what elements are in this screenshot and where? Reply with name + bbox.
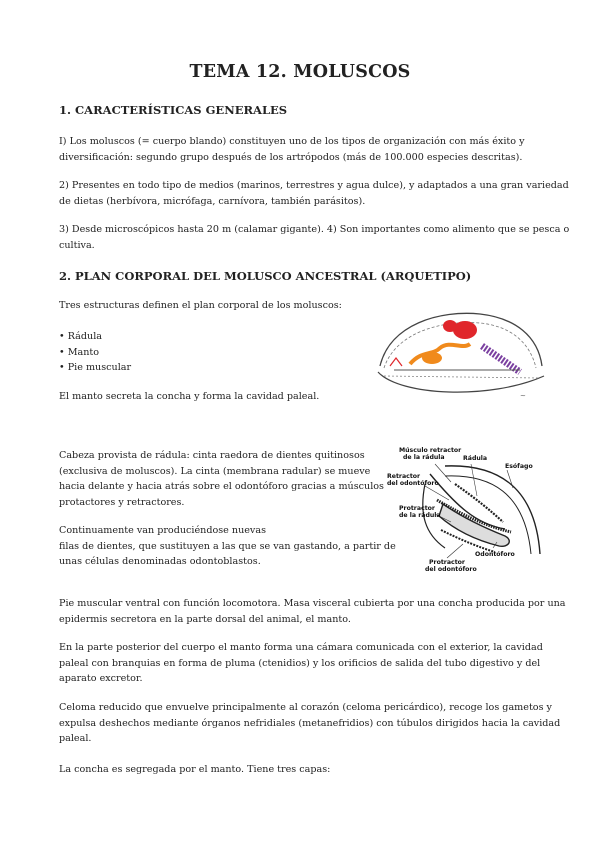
text-line: I) Los moluscos (= cuerpo blando) constituyen uno de los tipos de organización con más éxito y [59,136,525,147]
text-line: En la parte posterior del cuerpo el manto forma una cámara comunicada con el exterior, la cavidad [59,642,543,653]
celoma-paragraph [59,700,560,747]
label-line: Protractor [399,505,435,512]
text-line: Pie muscular ventral con función locomotora. Masa visceral cubierta por una concha producida por una [59,598,566,609]
paragraph-2 [59,178,569,209]
label-protractor-radula [399,505,436,512]
section-2-heading: 2. PLAN CORPORAL DEL MOLUSCO ANCESTRAL (ARQUETIPO) [59,269,472,283]
text-line: protactores y retractores. [59,496,185,508]
text-line: (exclusiva de moluscos). La cinta (membrana radular) se mueve [59,465,371,477]
label-retractor-radula-2 [403,453,445,461]
stomach [422,352,442,364]
text-line: Cabeza provista de rádula: cinta raedora de dientes quitinosos [59,450,365,461]
text-line: Celoma reducido que envuelve principalmente al corazón (celoma pericárdico), recoge los gametos y [59,702,552,713]
gill [482,346,520,372]
label-odontoforo: Odontóforo [475,551,515,558]
label-retractor-radula [399,446,462,454]
label-protractor-odontoforo [429,559,466,566]
section-1-heading: 1. CARACTERÍSTICAS GENERALES [59,103,288,117]
label-line: Músculo retractor [399,447,462,454]
text-line: Continuamente van produciéndose nuevas [59,525,266,536]
list-item: • Manto [59,346,100,358]
odontophore [439,504,509,546]
label-line: Retractor [387,473,421,480]
shell-outline [380,313,542,366]
list-item: • Pie muscular [59,362,132,373]
label-line: de la rádula [399,512,441,519]
label-retractor-odontoforo [387,473,421,480]
cabeza-paragraph [59,448,384,510]
text-line: 3) Desde microscópicos hasta 20 m (calamar gigante). 4) Son importantes como alimento que se pesca o [59,224,570,235]
label-line: del odontóforo [387,480,439,487]
intro-text: Tres estructuras definen el plan corporal de los moluscos: [59,300,342,311]
structures-list [59,329,131,376]
text-line: cultiva. [59,239,95,251]
paragraph-3 [59,222,569,253]
list-item: • Rádula [59,331,102,342]
radula-mark [390,358,402,366]
label-retractor-odontoforo-2 [387,479,439,487]
text-line: expulsa deshechos mediante órganos nefridiales (metanefridios) con túbulos dirigidos hacia la cavidad [59,717,561,729]
label-protractor-odontoforo-2 [425,565,477,573]
label-line: del odontóforo [425,566,477,573]
text-line: hacia delante y hacia atrás sobre el odontóforo gracias a músculos [59,481,384,492]
text-line: filas de dientes, que sustituyen a las que se van gastando, a partir de [59,540,396,552]
heart [453,321,477,339]
text-line: epidermis secretora en la parte dorsal del animal, el manto. [59,613,351,625]
label-protractor-radula-2 [399,511,441,519]
page-title: TEMA 12. MOLUSCOS [189,62,411,82]
text-line: paleal con branquias en forma de pluma (ctenidios) y los orificios de salida del tubo digestivo y del [59,657,541,669]
label-radula: Rádula [463,455,488,462]
label-line: Protractor [429,559,465,566]
gonad [443,320,457,332]
text-line: paleal. [59,733,92,744]
text-line: 2) Presentes en todo tipo de medios (marinos, terrestres y agua dulce), y adaptados a una gran variedad [59,180,569,191]
paragraph-1 [59,134,525,165]
cavidad-paleal-paragraph [59,640,543,687]
svg-text:~: ~ [520,392,526,400]
text-line: aparato excretor. [59,673,143,684]
radula-figure [385,444,555,574]
foot-sole [384,376,540,378]
label-esofago: Esófago [505,463,533,470]
concha-text: La concha es segregada por el manto. Tiene tres capas: [59,764,331,775]
odontoblast-paragraph [59,523,396,570]
mollusc-archetype-figure [370,306,548,404]
label-line: de la rádula [403,454,445,461]
manto-text: El manto secreta la concha y forma la cavidad paleal. [59,391,320,402]
pie-paragraph [59,596,566,627]
text-line: de dietas (herbívora, micrófaga, carnívora, también parásitos). [59,195,366,207]
text-line: unas células denominadas odontoblastos. [59,556,261,567]
foot-outline [378,372,544,392]
text-line: diversificación: segundo grupo después de los artrópodos (más de 100.000 especies descritas). [59,151,523,163]
radula-drawing [423,466,540,554]
